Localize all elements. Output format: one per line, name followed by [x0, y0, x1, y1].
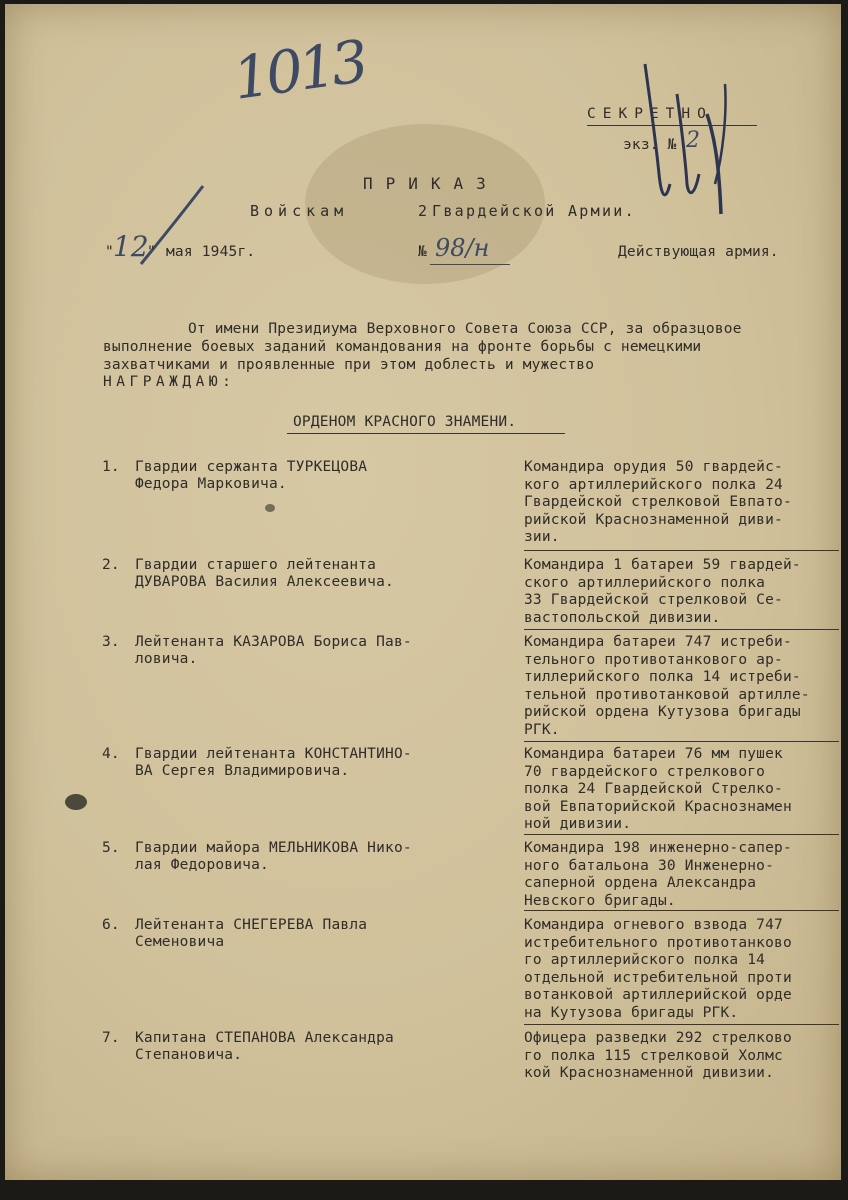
date-month-year: мая 1945г.	[166, 244, 256, 260]
entry-recipient: Лейтенанта СНЕГЕРЕВА Павла Семеновича	[135, 917, 368, 950]
handwritten-archive-number: 1013	[228, 27, 369, 113]
entry-number: 3.	[102, 634, 120, 650]
date-quote-close: "	[147, 244, 156, 260]
entry-number: 1.	[102, 459, 120, 475]
entry-divider	[524, 629, 839, 630]
entry-position: Командира 198 инженерно-сапер- ного батальона 30 Инженерно- саперной ордена Александра Невского бригады.	[524, 840, 792, 909]
order-subtitle-number: 2	[418, 202, 428, 220]
entry-recipient: Капитана СТЕПАНОВА Александра Степановича.	[135, 1030, 394, 1063]
award-heading-underline	[287, 433, 565, 434]
location-label: Действующая армия.	[618, 244, 779, 260]
preamble-line-2: выполнение боевых заданий командования на фронте борьбы с немецкими	[103, 339, 702, 355]
entry-divider	[524, 910, 839, 911]
entry-divider	[524, 1024, 839, 1025]
signature-mark	[615, 54, 775, 224]
preamble-line-3: захватчиками и проявленные при этом доблесть и мужество	[103, 357, 595, 373]
award-heading: ОРДЕНОМ КРАСНОГО ЗНАМЕНИ.	[293, 414, 517, 430]
handwritten-copy-number: 2	[686, 128, 700, 153]
order-number-underline	[430, 264, 510, 265]
entry-number: 2.	[102, 557, 120, 573]
entry-position: Командира 1 батареи 59 гвардей- ского артиллерийского полка 33 Гвардейской стрелковой Се- вастопольской дивизии.	[524, 557, 801, 626]
entry-position: Командира орудия 50 гвардейс- кого артиллерийского полка 24 Гвардейской стрелковой Евпато- рийской Краснознаменной диви- зии.	[524, 459, 792, 546]
preamble-awarding: НАГРАЖДАЮ:	[103, 374, 236, 390]
number-sign: №	[418, 244, 427, 260]
order-title: ПРИКАЗ	[363, 174, 499, 193]
order-subtitle-part1: Войскам	[250, 202, 349, 220]
entry-recipient: Лейтенанта КАЗАРОВА Бориса Пав- ловича.	[135, 634, 412, 667]
entry-number: 5.	[102, 840, 120, 856]
copy-label: экз. №	[623, 137, 677, 153]
secrecy-stamp: СЕКРЕТНО	[587, 106, 713, 122]
handwritten-order-number: 98/н	[435, 234, 490, 262]
entry-divider	[524, 741, 839, 742]
ink-speck	[265, 504, 275, 512]
entry-number: 6.	[102, 917, 120, 933]
document-page	[5, 4, 841, 1180]
ink-blot	[65, 794, 87, 810]
entry-position: Командира батареи 76 мм пушек 70 гвардейского стрелкового полка 24 Гвардейской Стрелко- вой Евпаторийской Краснознамен ной дивизии.	[524, 746, 792, 833]
preamble-line-1: От имени Президиума Верховного Совета Союза ССР, за образцовое	[188, 321, 742, 337]
entry-recipient: Гвардии лейтенанта КОНСТАНТИНО- ВА Сергея Владимировича.	[135, 746, 412, 779]
handwritten-day: 12	[113, 230, 149, 263]
entry-number: 4.	[102, 746, 120, 762]
date-quote-open: "	[105, 244, 114, 260]
entry-position: Командира огневого взвода 747 истребительного противотанково го артиллерийского полка 14 отдельной истребительной проти вотанковой артиллерийской орде на Кутузова бригады РГК.	[524, 917, 792, 1021]
entry-divider	[524, 834, 839, 835]
entry-divider	[524, 550, 839, 551]
entry-recipient: Гвардии майора МЕЛЬНИКОВА Нико- лая Федоровича.	[135, 840, 412, 873]
entry-number: 7.	[102, 1030, 120, 1046]
entry-position: Командира батареи 747 истреби- тельного противотанкового ар- тиллерийского полка 14 истреби- тельной противотанковой артилле- рийской ордена Кутузова бригады РГК.	[524, 634, 810, 738]
order-subtitle-part2: Гвардейской Армии.	[432, 202, 636, 220]
entry-recipient: Гвардии сержанта ТУРКЕЦОВА Федора Марковича.	[135, 459, 368, 492]
entry-recipient: Гвардии старшего лейтенанта ДУВАРОВА Василия Алексеевича.	[135, 557, 394, 590]
entry-position: Офицера разведки 292 стрелково го полка 115 стрелковой Холмс кой Краснознаменной дивизии.	[524, 1030, 792, 1082]
